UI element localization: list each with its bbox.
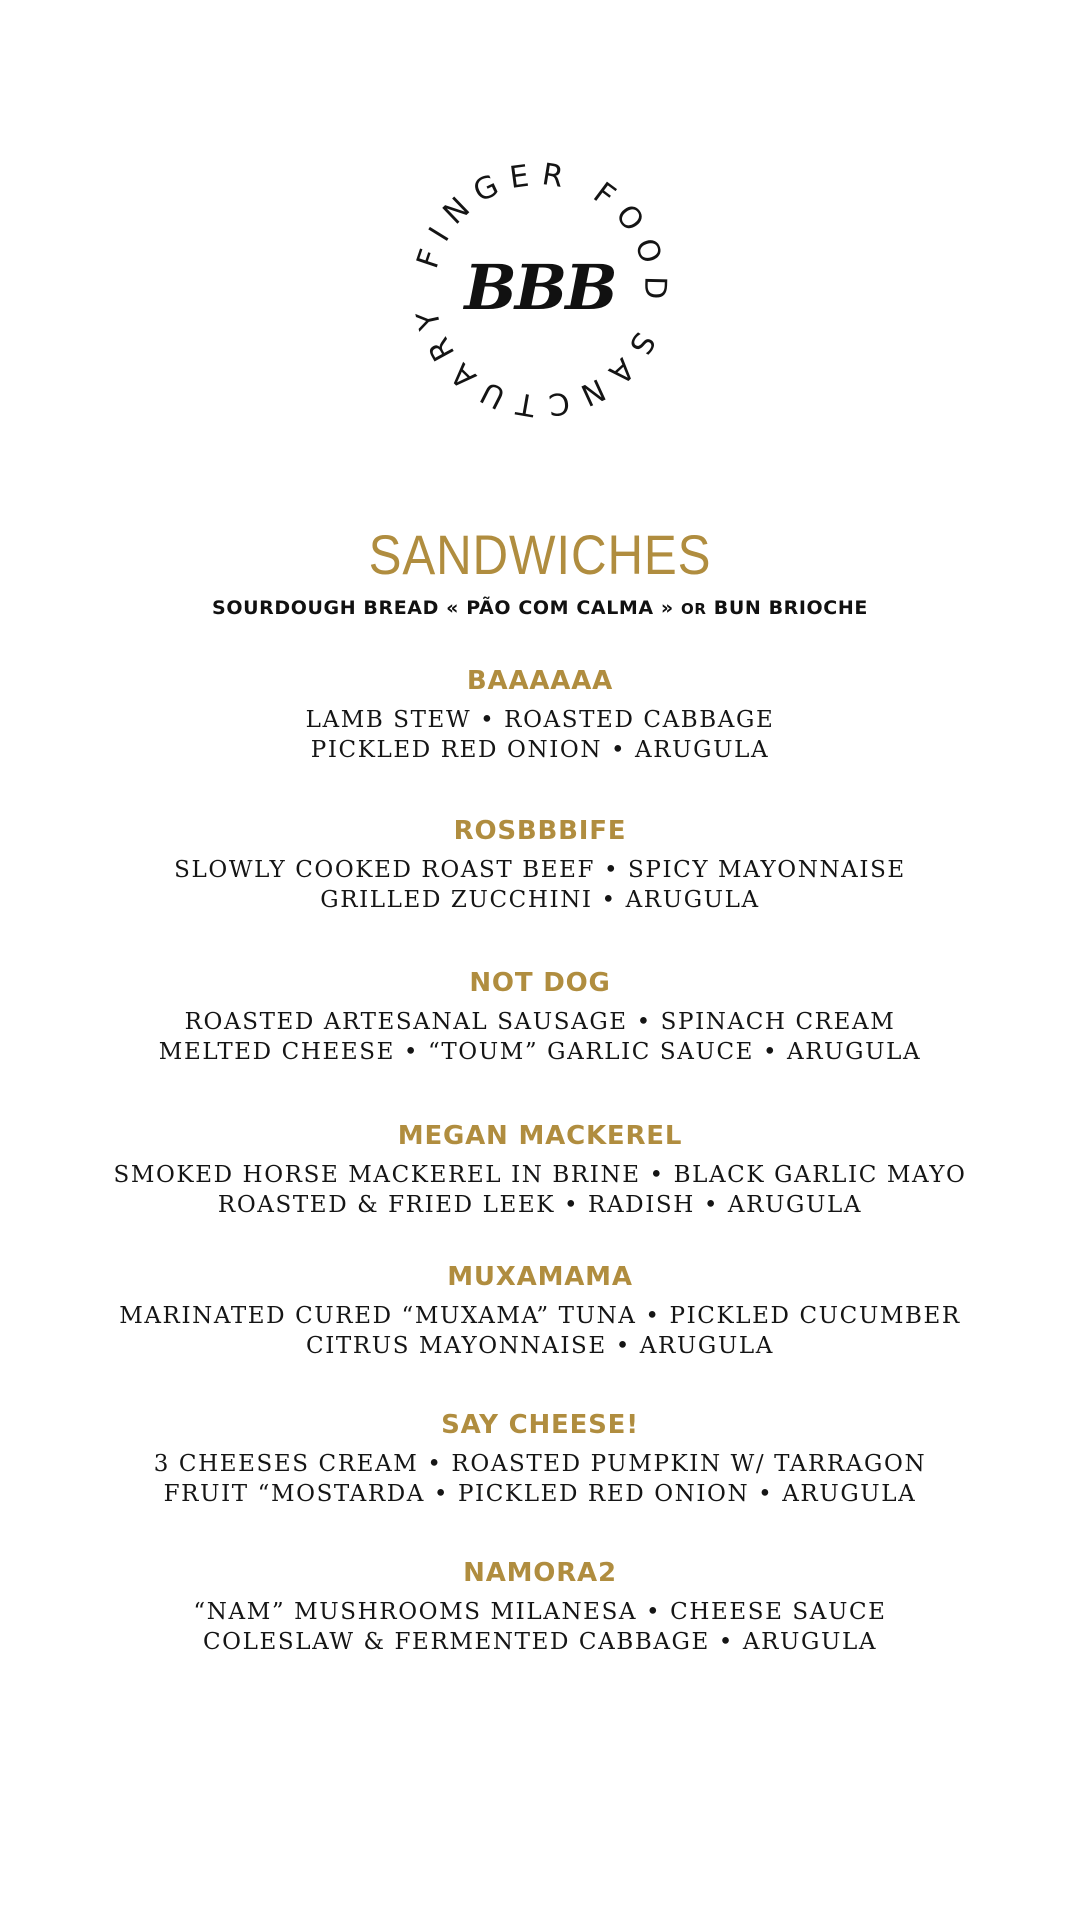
menu-item-name: BAAAAAA [466, 666, 614, 696]
menu-item-desc-line1: “NAM” MUSHROOMS MILANESA • CHEESE SAUCE [193, 1599, 887, 1625]
menu-item-desc-line1: SMOKED HORSE MACKEREL IN BRINE • BLACK GARLIC MAYO [113, 1162, 967, 1188]
menu-item-desc-line1: LAMB STEW • ROASTED CABBAGE [305, 707, 775, 733]
subtitle-bread: SOURDOUGH BREAD « PÃO COM CALMA » [212, 597, 682, 619]
menu-item [0, 816, 1080, 915]
menu-item-desc-line2: MELTED CHEESE • “TOUM” GARLIC SAUCE • ARUGULA [158, 1039, 922, 1065]
menu-item-desc-line2: GRILLED ZUCCHINI • ARUGULA [320, 887, 760, 913]
menu-item [0, 666, 1080, 765]
logo-ring-text: FINGER FOOD SANCTUARY [407, 157, 673, 423]
menu-item-desc-line1: MARINATED CURED “MUXAMA” TUNA • PICKLED CUCUMBER [119, 1303, 961, 1329]
menu-item-desc-line2: COLESLAW & FERMENTED CABBAGE • ARUGULA [202, 1629, 878, 1655]
menu-item-desc-line1: SLOWLY COOKED ROAST BEEF • SPICY MAYONNAISE [174, 857, 906, 883]
menu-item [0, 968, 1080, 1067]
menu-item-desc-line2: ROASTED & FRIED LEEK • RADISH • ARUGULA [217, 1192, 863, 1218]
menu-item-desc-line1: ROASTED ARTESANAL SAUSAGE • SPINACH CREAM [184, 1009, 896, 1035]
menu-item [0, 1262, 1080, 1361]
subtitle-or: OR [681, 600, 707, 618]
subtitle-brioche: BUN BRIOCHE [706, 597, 868, 619]
menu-item-name: NOT DOG [469, 968, 611, 998]
menu-item-desc-line2: CITRUS MAYONNAISE • ARUGULA [306, 1333, 774, 1359]
menu-item-name: SAY CHEESE! [441, 1410, 639, 1440]
menu-item-name: MUXAMAMA [447, 1262, 633, 1292]
menu-item-name: NAMORA2 [463, 1558, 617, 1588]
menu-item [0, 1121, 1080, 1220]
menu-item-name: MEGAN MACKEREL [397, 1121, 683, 1151]
logo-monogram: BBB [464, 251, 616, 324]
menu-item [0, 1410, 1080, 1509]
menu-item-desc-line1: 3 CHEESES CREAM • ROASTED PUMPKIN W/ TARRAGON [153, 1451, 927, 1477]
section-subtitle [0, 596, 1080, 621]
menu-item-desc-line2: PICKLED RED ONION • ARUGULA [310, 737, 770, 763]
menu-item-name: ROSBBBIFE [453, 816, 627, 846]
menu-item-desc-line2: FRUIT “MOSTARDA • PICKLED RED ONION • ARUGULA [163, 1481, 917, 1507]
menu-item [0, 1558, 1080, 1657]
brand-logo [405, 155, 675, 425]
section-title: SANDWICHES [368, 523, 712, 586]
